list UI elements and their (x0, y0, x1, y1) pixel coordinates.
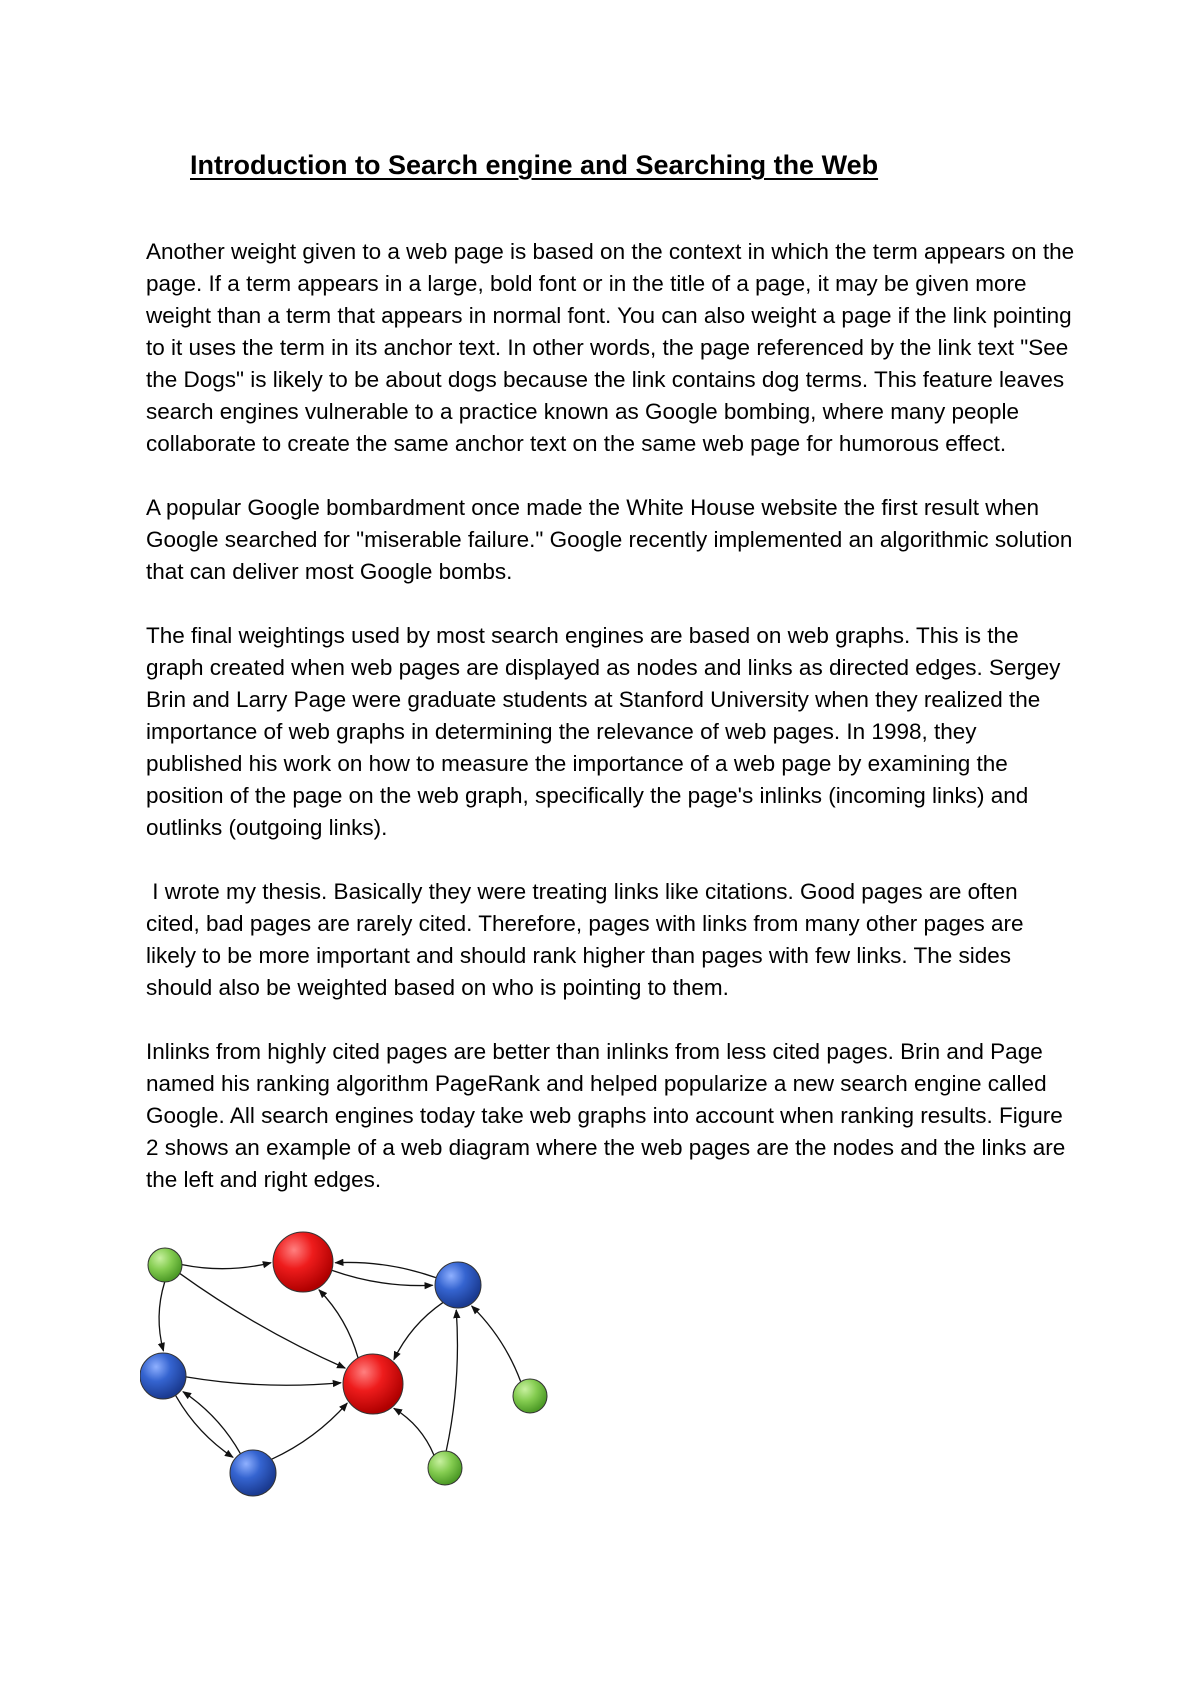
paragraph: Another weight given to a web page is based on the context in which the term appears on the page. If a term appears in a large, bold font or in the title of a page, it may be given more weight than a term that appears in normal font. You can also weight a page if the link pointing to it uses the term in its anchor text. In other words, the page referenced by the link text "See the Dogs" is likely to be about dogs because the link contains dog terms. This feature leaves search engines vulnerable to a practice known as Google bombing, where many people collaborate to create the same anchor text on the same web page for humorous effect. (146, 239, 1075, 456)
graph-node-red (343, 1354, 403, 1414)
graph-edge-g1-r2 (180, 1273, 345, 1368)
paragraph: I wrote my thesis. Basically they were treating links like citations. Good pages are often cited, bad pages are rarely cited. Therefore, pages with links from many other pages are likely to be more important and should rank higher than pages with few links. The sides should also be weighted based on who is pointing to them. (146, 879, 1030, 1000)
graph-edge-g2-b1 (472, 1306, 521, 1382)
graph-node-blue (435, 1262, 481, 1308)
paragraph: Inlinks from highly cited pages are better than inlinks from less cited pages. Brin and Page named his ranking algorithm PageRank and helped popularize a new search engine called Google. All search engines today take web graphs into account when ranking results. Figure 2 shows an example of a web diagram where the web pages are the nodes and the links are the left and right edges. (146, 1039, 1066, 1192)
graph-edge-b3-b2 (183, 1392, 240, 1454)
graph-edge-b2-r2 (186, 1377, 341, 1385)
graph-edge-g3-b1 (446, 1310, 457, 1451)
document-body (146, 236, 1076, 1228)
graph-edge-b1-r2 (394, 1302, 443, 1359)
document-title: Introduction to Search engine and Searching the Web (190, 150, 879, 180)
paragraph: A popular Google bombardment once made the White House website the first result when Google searched for "miserable failure." Google recently implemented an algorithmic solution that can deliver most Google bombs. (146, 495, 1073, 584)
graph-node-blue (140, 1353, 186, 1399)
graph-edge-b1-r1 (335, 1262, 436, 1277)
paragraph: The final weightings used by most search engines are based on web graphs. This is the graph created when web pages are displayed as nodes and links as directed edges. Sergey Brin and Larry Page were graduate students at Stanford University when they realized the importance of web graphs in determining the relevance of web pages. In 1998, they published his work on how to measure the importance of a web page by examining the position of the page on the web graph, specifically the page's inlinks (incoming links) and outlinks (outgoing links). (146, 623, 1061, 840)
graph-node-blue (230, 1450, 276, 1496)
graph-node-red (273, 1232, 333, 1292)
graph-edge-g1-r1 (182, 1263, 271, 1269)
graph-node-green (513, 1379, 547, 1413)
graph-edge-b3-r2 (271, 1403, 347, 1459)
graph-node-green (148, 1248, 182, 1282)
web-graph-figure (140, 1220, 600, 1520)
graph-edge-r2-r1 (319, 1290, 358, 1358)
graph-node-green (428, 1451, 462, 1485)
graph-edge-g1-b2 (159, 1282, 165, 1351)
graph-edge-b2-b3 (176, 1396, 233, 1458)
graph-edge-g3-r2 (394, 1408, 434, 1455)
graph-edge-r1-b1 (332, 1270, 433, 1285)
node-layer (140, 1232, 547, 1496)
